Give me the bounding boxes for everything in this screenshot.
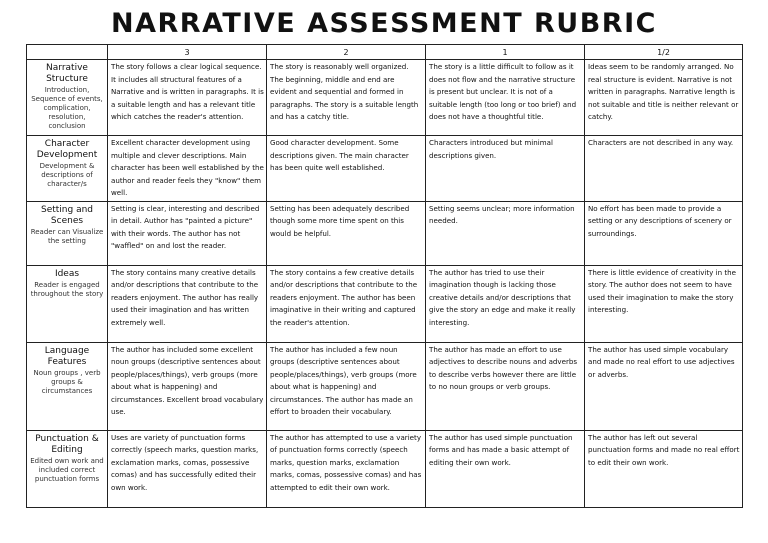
score-1-cell: The author has used simple punctuation forms and has made a basic attempt of editing their own work. [426, 430, 585, 507]
criterion-name: Punctuation & Editing [35, 433, 99, 455]
score-2-cell: Setting has been adequately described though some more time spent on this would be helpful. [267, 201, 426, 265]
criterion-name: Language Features [44, 345, 90, 367]
criterion-cell [27, 430, 108, 507]
score-3-cell: Uses are variety of punctuation forms correctly (speech marks, question marks, exclamation marks, comas, possessive comas) and has successfully edited their own work. [108, 430, 267, 507]
rubric-table [26, 44, 743, 508]
page-title: NARRATIVE ASSESSMENT RUBRIC [111, 8, 657, 39]
row-language-features [27, 342, 743, 430]
header-score-3: 3 [108, 45, 267, 60]
criterion-description: Noun groups , verb groups & circumstances [33, 368, 101, 395]
score-half-cell: No effort has been made to provide a setting or any descriptions of scenery or surroundings. [585, 201, 743, 265]
criterion-name: Ideas [54, 268, 80, 279]
score-2-cell: The author has attempted to use a variety of punctuation forms correctly (speech marks, question marks, exclamation marks, comas, possessive comas) and has attempted to edit their own work. [267, 430, 426, 507]
score-3-cell: Setting is clear, interesting and described in detail. Author has "painted a picture" with their words. The author has not "waffled" on and lost the reader. [108, 201, 267, 265]
header-criterion [27, 45, 108, 60]
row-ideas [27, 265, 743, 342]
criterion-description: Reader can Visualize the setting [30, 227, 104, 245]
criterion-cell [27, 136, 108, 202]
row-character-development [27, 136, 743, 202]
criterion-name: Setting and Scenes [40, 204, 94, 226]
row-setting-and-scenes [27, 201, 743, 265]
criterion-cell [27, 342, 108, 430]
score-2-cell: The author has included a few noun groups (descriptive sentences about people/places/things), verb groups (more about what is happening) and circumstances. The author has made an effort to broaden their vocabulary. [267, 342, 426, 430]
score-half-cell: Ideas seem to be randomly arranged. No real structure is evident. Narrative is not written in paragraphs. Narrative length is not suitable and title is neither relevant or catchy. [585, 60, 743, 136]
criterion-description: Reader is engaged throughout the story [30, 280, 104, 298]
criterion-cell [27, 60, 108, 136]
score-3-cell: The story follows a clear logical sequence. It includes all structural features of a Narrative and is written in paragraphs. It is a suitable length and has a relevant title which catches the reader's attention. [108, 60, 267, 136]
row-narrative-structure [27, 60, 743, 136]
score-3-cell: Excellent character development using multiple and clever descriptions. Main character has been well established by the author and reader feels they "know" them well. [108, 136, 267, 202]
criterion-cell [27, 201, 108, 265]
score-2-cell: Good character development. Some descriptions given. The main character has been quite well established. [267, 136, 426, 202]
score-1-cell: The author has tried to use their imagination though is lacking those creative details and/or descriptions that give the story an edge and make it really interesting. [426, 265, 585, 342]
score-half-cell: The author has used simple vocabulary and made no real effort to use adjectives or adverbs. [585, 342, 743, 430]
score-half-cell: There is little evidence of creativity in the story. The author does not seem to have used their imagination to make the story interesting. [585, 265, 743, 342]
score-1-cell: Setting seems unclear; more information needed. [426, 201, 585, 265]
criterion-description: Introduction, Sequence of events, complication, resolution, conclusion [31, 86, 103, 130]
row-punctuation-editing [27, 430, 743, 507]
criterion-description: Development & descriptions of character/s [39, 162, 95, 188]
criterion-name: Narrative Structure [46, 63, 88, 84]
score-2-cell: The story contains a few creative details and/or descriptions that contribute to the readers enjoyment. The author has been imaginative in their writing and captured the reader's attention. [267, 265, 426, 342]
header-score-1: 1 [426, 45, 585, 60]
score-1-cell: The author has made an effort to use adjectives to describe nouns and adverbs to describe verbs however there are little to no noun groups or verb groups. [426, 342, 585, 430]
score-1-cell: The story is a little difficult to follow as it does not flow and the narrative structure is present but unclear. It is not of a suitable length (too long or too brief) and does not have a thoughtful title. [426, 60, 585, 136]
criterion-cell [27, 265, 108, 342]
header-row [27, 45, 743, 60]
criterion-description: Edited own work and included correct punctuation forms [30, 456, 104, 483]
header-score-half: 1/2 [585, 45, 743, 60]
score-3-cell: The author has included some excellent noun groups (descriptive sentences about people/places/things), verb groups (more about what is happening) and circumstances. Excellent broad vocabulary use. [108, 342, 267, 430]
criterion-name: Character Development [36, 139, 98, 160]
header-score-2: 2 [267, 45, 426, 60]
score-half-cell: The author has left out several punctuation forms and made no real effort to edit their own work. [585, 430, 743, 507]
score-2-cell: The story is reasonably well organized. The beginning, middle and end are evident and sequential and formed in paragraphs. The story is a suitable length and has a catchy title. [267, 60, 426, 136]
score-half-cell: Characters are not described in any way. [585, 136, 743, 202]
score-3-cell: The story contains many creative details and/or descriptions that contribute to the readers enjoyment. The author has really used their imagination and has written extremely well. [108, 265, 267, 342]
score-1-cell: Characters introduced but minimal descriptions given. [426, 136, 585, 202]
